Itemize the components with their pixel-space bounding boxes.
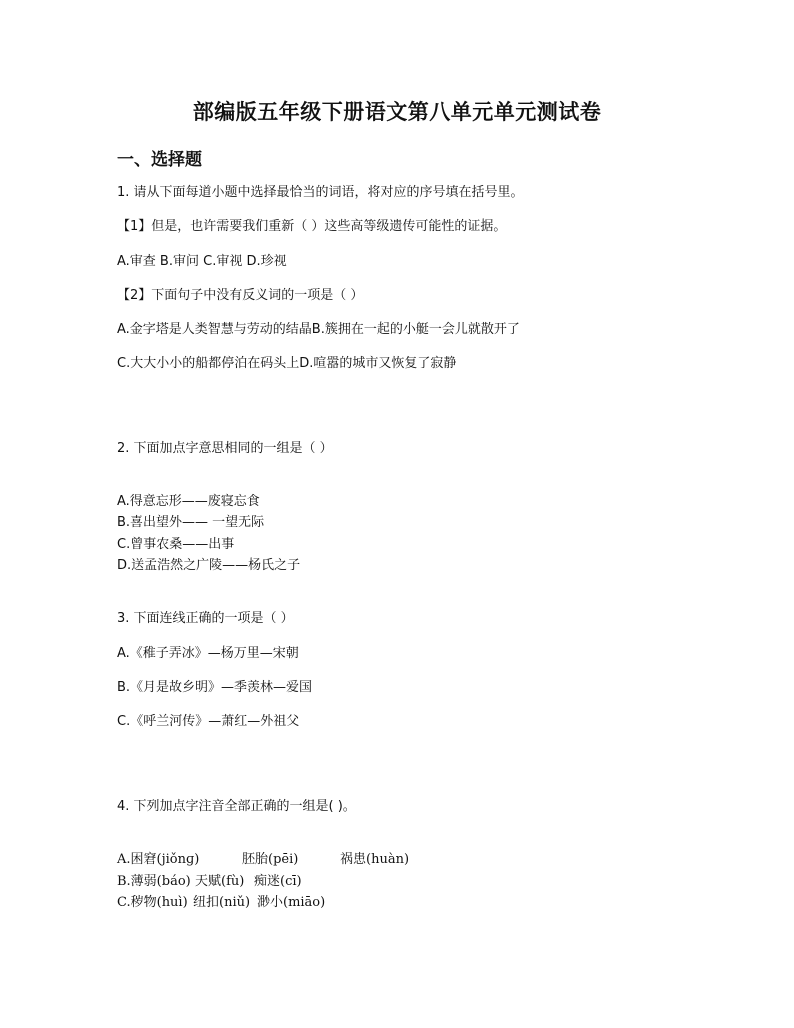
- question-4-option-b-1: B.薄弱(báo): [117, 874, 191, 889]
- question-2-stem: 2. 下面加点字意思相同的一组是（ ）: [117, 441, 333, 456]
- question-4-option-c-1: C.秽物(huì): [117, 895, 188, 910]
- question-4-option-a-1: A.困窘(jiǒnɡ): [117, 852, 200, 867]
- question-2-option-c: C.曾事农桑——出事: [117, 537, 235, 552]
- question-1-sub-1: 【1】但是，也许需要我们重新（ ）这些高等级遗传可能性的证据。: [117, 219, 507, 234]
- page-title: 部编版五年级下册语文第八单元单元测试卷: [192, 99, 602, 124]
- section-heading: 一、选择题: [117, 150, 202, 170]
- question-4-stem: 4. 下列加点字注音全部正确的一组是( )。: [117, 799, 356, 814]
- question-2-option-a: A.得意忘形——废寝忘食: [117, 494, 260, 509]
- question-4-option-a-2: 胚胎(pēi): [242, 852, 299, 867]
- question-4-option-b-2: 天赋(fù): [195, 874, 245, 889]
- question-1-sub-2-options-ab: A.金字塔是人类智慧与劳动的结晶B.簇拥在一起的小艇一会儿就散开了: [117, 322, 520, 337]
- question-1-stem: 1. 请从下面每道小题中选择最恰当的词语，将对应的序号填在括号里。: [117, 185, 524, 200]
- question-4-option-c-2: 纽扣(niǔ): [193, 895, 251, 910]
- question-3-option-c: C.《呼兰河传》—萧红—外祖父: [117, 714, 300, 729]
- question-4-option-b-3: 痴迷(cī): [254, 874, 302, 889]
- question-4-option-c-3: 渺小(miāo): [257, 895, 326, 910]
- question-2-option-d: D.送孟浩然之广陵——杨氏之子: [117, 558, 301, 573]
- question-2-option-b: B.喜出望外—— 一望无际: [117, 515, 265, 530]
- question-4-option-a-3: 祸患(huàn): [340, 852, 410, 867]
- question-3-option-a: A.《稚子弄冰》—杨万里—宋朝: [117, 646, 299, 661]
- question-1-sub-2: 【2】下面句子中没有反义词的一项是（ ）: [117, 288, 364, 303]
- question-3-stem: 3. 下面连线正确的一项是（ ）: [117, 611, 294, 626]
- question-1-sub-2-options-cd: C.大大小小的船都停泊在码头上D.喧嚣的城市又恢复了寂静: [117, 356, 457, 371]
- question-3-option-b: B.《月是故乡明》—季羡林—爱国: [117, 680, 313, 695]
- question-1-sub-1-options: A.审查 B.审问 C.审视 D.珍视: [117, 254, 287, 269]
